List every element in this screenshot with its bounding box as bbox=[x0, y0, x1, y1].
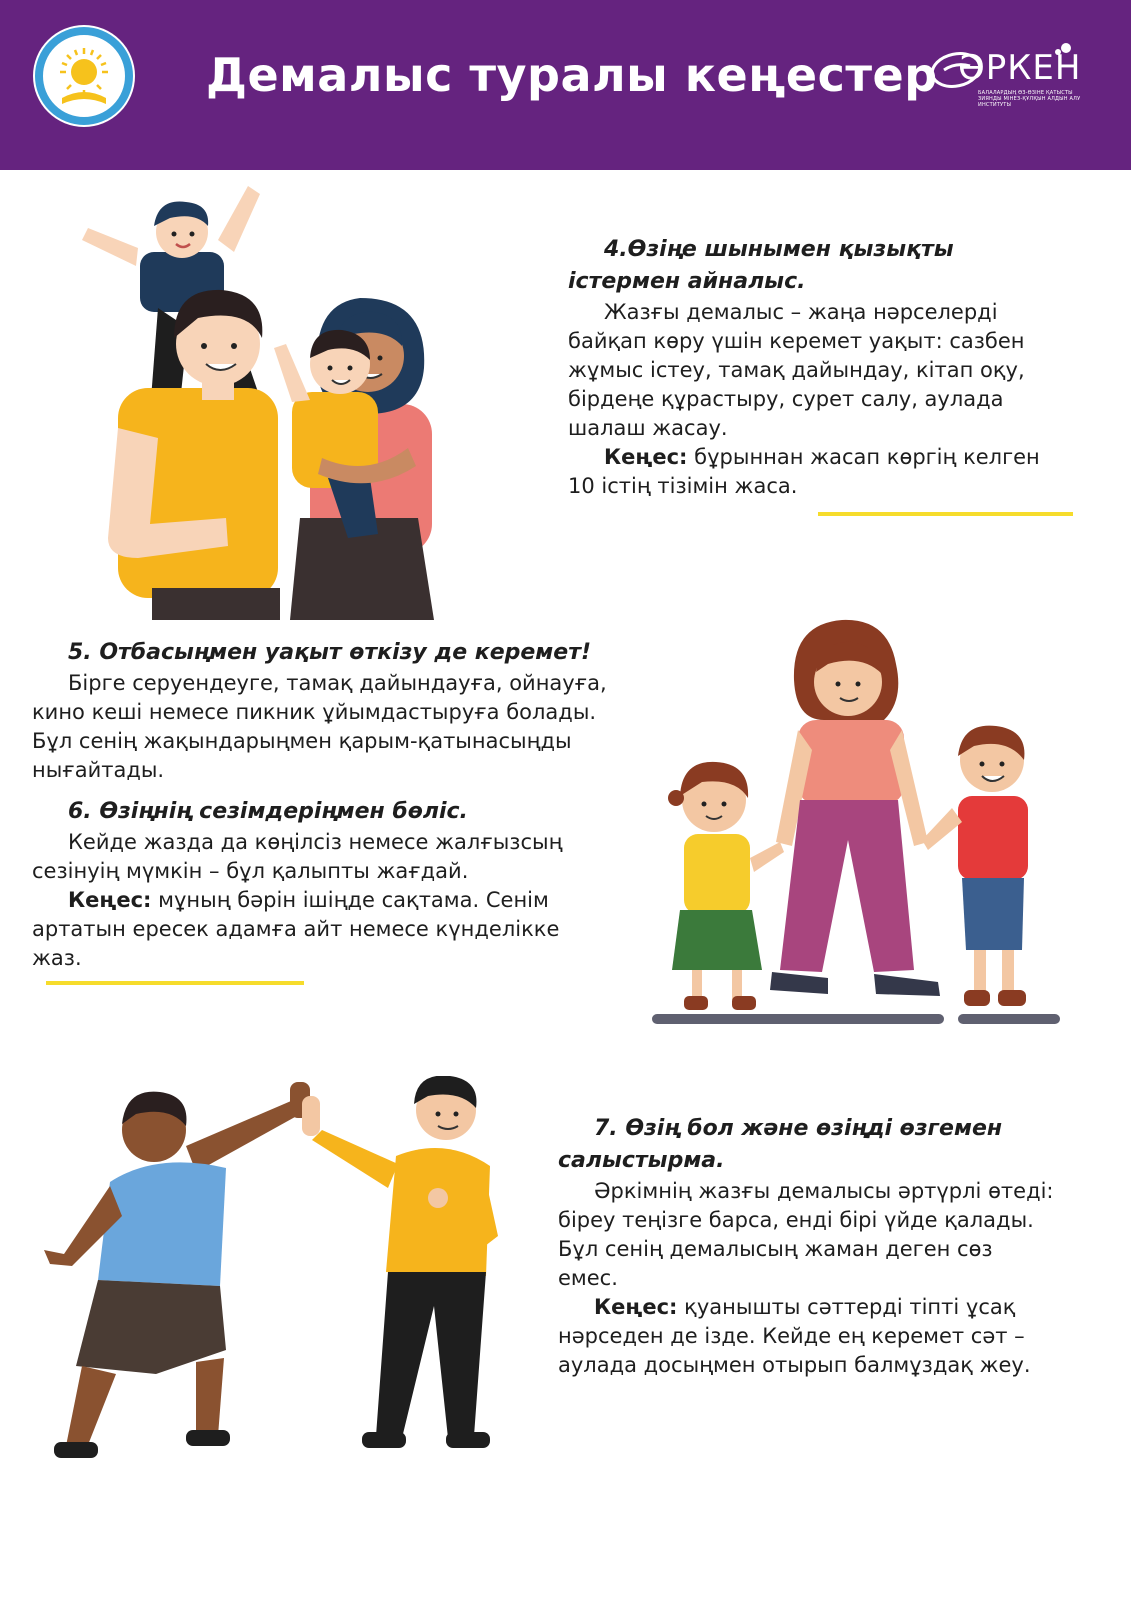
section-4-body: Жазғы демалыс – жаңа нәрселерді байқап көру үшін керемет уақыт: сазбен жұмыс істеу, тамақ дайындау, кітап оқу, бірдеңе құрастыру, сурет салу, аулада шалаш жасау. bbox=[568, 300, 1025, 440]
section-7-tip-label: Кеңес: bbox=[594, 1295, 678, 1319]
header-banner bbox=[0, 0, 1131, 170]
section-5 bbox=[32, 637, 624, 785]
section-4 bbox=[568, 234, 1068, 501]
family-illustration bbox=[78, 178, 448, 620]
section-6-body: Кейде жазда да көңілсіз немесе жалғызсың сезінуің мүмкін – бұл қалыпты жағдай. bbox=[32, 830, 563, 883]
divider-rule bbox=[818, 512, 1073, 516]
logo-subtitle: БАЛАЛАРДЫҢ ӨЗ-ӨЗІНЕ ҚАТЫСТЫ ЗИЯНДЫ МІНЕЗ-ҚҰЛҚЫН АЛДЫН АЛУ ИНСТИТУТЫ bbox=[978, 90, 1081, 108]
ministry-seal-icon bbox=[32, 24, 136, 128]
section-6-heading: 6. Өзіңнің сезімдеріңмен бөліс. bbox=[68, 799, 468, 824]
section-5-body: Бірге серуендеуге, тамақ дайындауға, ойнауға, кино кеші немесе пикник ұйымдастыруға болады. Бұл сенің жақындарыңмен қарым-қатынасыңды нығайтады. bbox=[32, 671, 607, 782]
section-4-heading: 4.Өзіңе шынымен қызықты істермен айналыс. bbox=[568, 237, 954, 294]
section-6-tip-text: мұның бәрін ішіңде сақтама. Сенім артатын ересек адамға айт немесе күнделікке жаз. bbox=[32, 888, 560, 970]
section-7-heading: 7. Өзің бол және өзіңді өзгемен салыстырма. bbox=[558, 1116, 1003, 1173]
divider-rule bbox=[46, 981, 304, 985]
section-6-tip bbox=[32, 886, 592, 973]
section-6-tip-label: Кеңес: bbox=[68, 888, 152, 912]
section-4-tip-label: Кеңес: bbox=[604, 445, 688, 469]
section-4-tip bbox=[568, 443, 1068, 501]
logo-text: ӘРКЕН bbox=[958, 48, 1082, 88]
section-7-tip-text: қуанышты сәттерді тіпті ұсақ нәрседен де ізде. Кейде ең керемет сәт – аулада досыңмен отырып балмұздақ жеу. bbox=[558, 1295, 1031, 1377]
section-7-body: Әркімнің жазғы демалысы әртүрлі өтеді: біреу теңізге барса, енді бірі үйде қалады. Бұл сенің демалысың жаман деген сөз емес. bbox=[558, 1179, 1054, 1290]
mother-children-illustration bbox=[652, 610, 1064, 1030]
section-5-heading: 5. Отбасыңмен уақыт өткізу де керемет! bbox=[68, 640, 591, 665]
section-7-tip bbox=[558, 1293, 1058, 1380]
section-4-tip-text: бұрыннан жасап көргің келген 10 істің тізімін жаса. bbox=[568, 445, 1040, 498]
section-6 bbox=[32, 796, 592, 973]
page-title: Демалыс туралы кеңестер bbox=[206, 48, 938, 102]
section-7 bbox=[558, 1113, 1058, 1380]
high-five-illustration bbox=[36, 1076, 506, 1470]
